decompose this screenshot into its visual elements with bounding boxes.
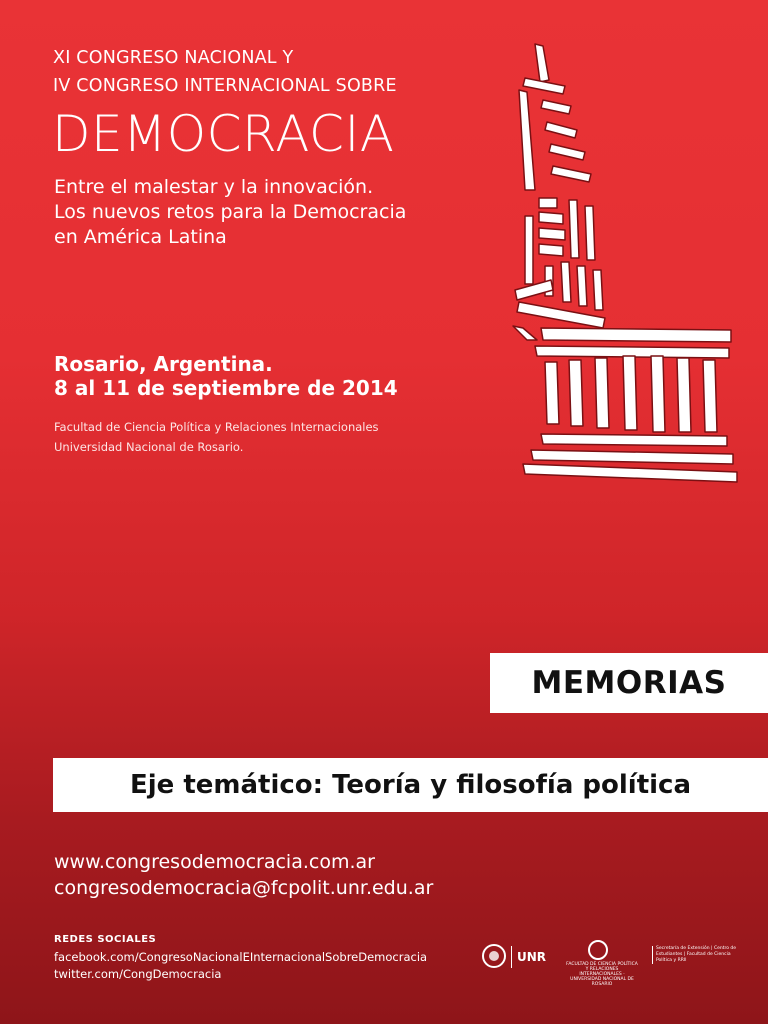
logo-divider [511,946,512,968]
subtitle-line-2: Los nuevos retos para la Democracia [54,201,407,223]
congress-line-1: XI CONGRESO NACIONAL Y [53,48,294,68]
eje-tematico-banner [53,758,768,812]
fcp-logo-text: FACULTAD DE CIENCIA POLÍTICA Y RELACIONES INTERNACIONALES · UNIVERSIDAD NACIONAL DE ROSARIO [566,962,638,987]
secretaria-logo-text: Secretaría de Extensión | Centro de Estudiantes | Facultad de Ciencia Política y RRII [652,946,748,964]
main-title: DEMOCRACIA [52,105,395,163]
institution-university: Universidad Nacional de Rosario. [54,440,244,454]
social-label: REDES SOCIALES [54,934,157,945]
subtitle-line-3: en América Latina [54,226,227,248]
subtitle-line-1: Entre el malestar y la innovación. [54,176,374,198]
event-place: Rosario, Argentina. [54,352,273,376]
memorias-banner [490,653,768,713]
institution-faculty: Facultad de Ciencia Política y Relaciones Internacionales [54,420,379,434]
memorias-label: MEMORIAS [531,665,727,701]
event-dates: 8 al 11 de septiembre de 2014 [54,376,398,400]
email-link[interactable]: congresodemocracia@fcpolit.unr.edu.ar [54,877,434,899]
unr-logo-text: UNR [517,950,547,964]
facebook-link[interactable]: facebook.com/CongresoNacionalEInternacionalSobreDemocracia [54,950,428,964]
congress-line-2: IV CONGRESO INTERNACIONAL SOBRE [53,76,397,96]
monument-columns-logo [505,40,740,490]
eje-tematico-label: Eje temático: Teoría y filosofía política [129,770,692,800]
twitter-link[interactable]: twitter.com/CongDemocracia [54,967,222,981]
website-link[interactable]: www.congresodemocracia.com.ar [54,851,375,873]
fcp-globe-icon [588,940,608,960]
unr-seal-icon [482,944,506,968]
